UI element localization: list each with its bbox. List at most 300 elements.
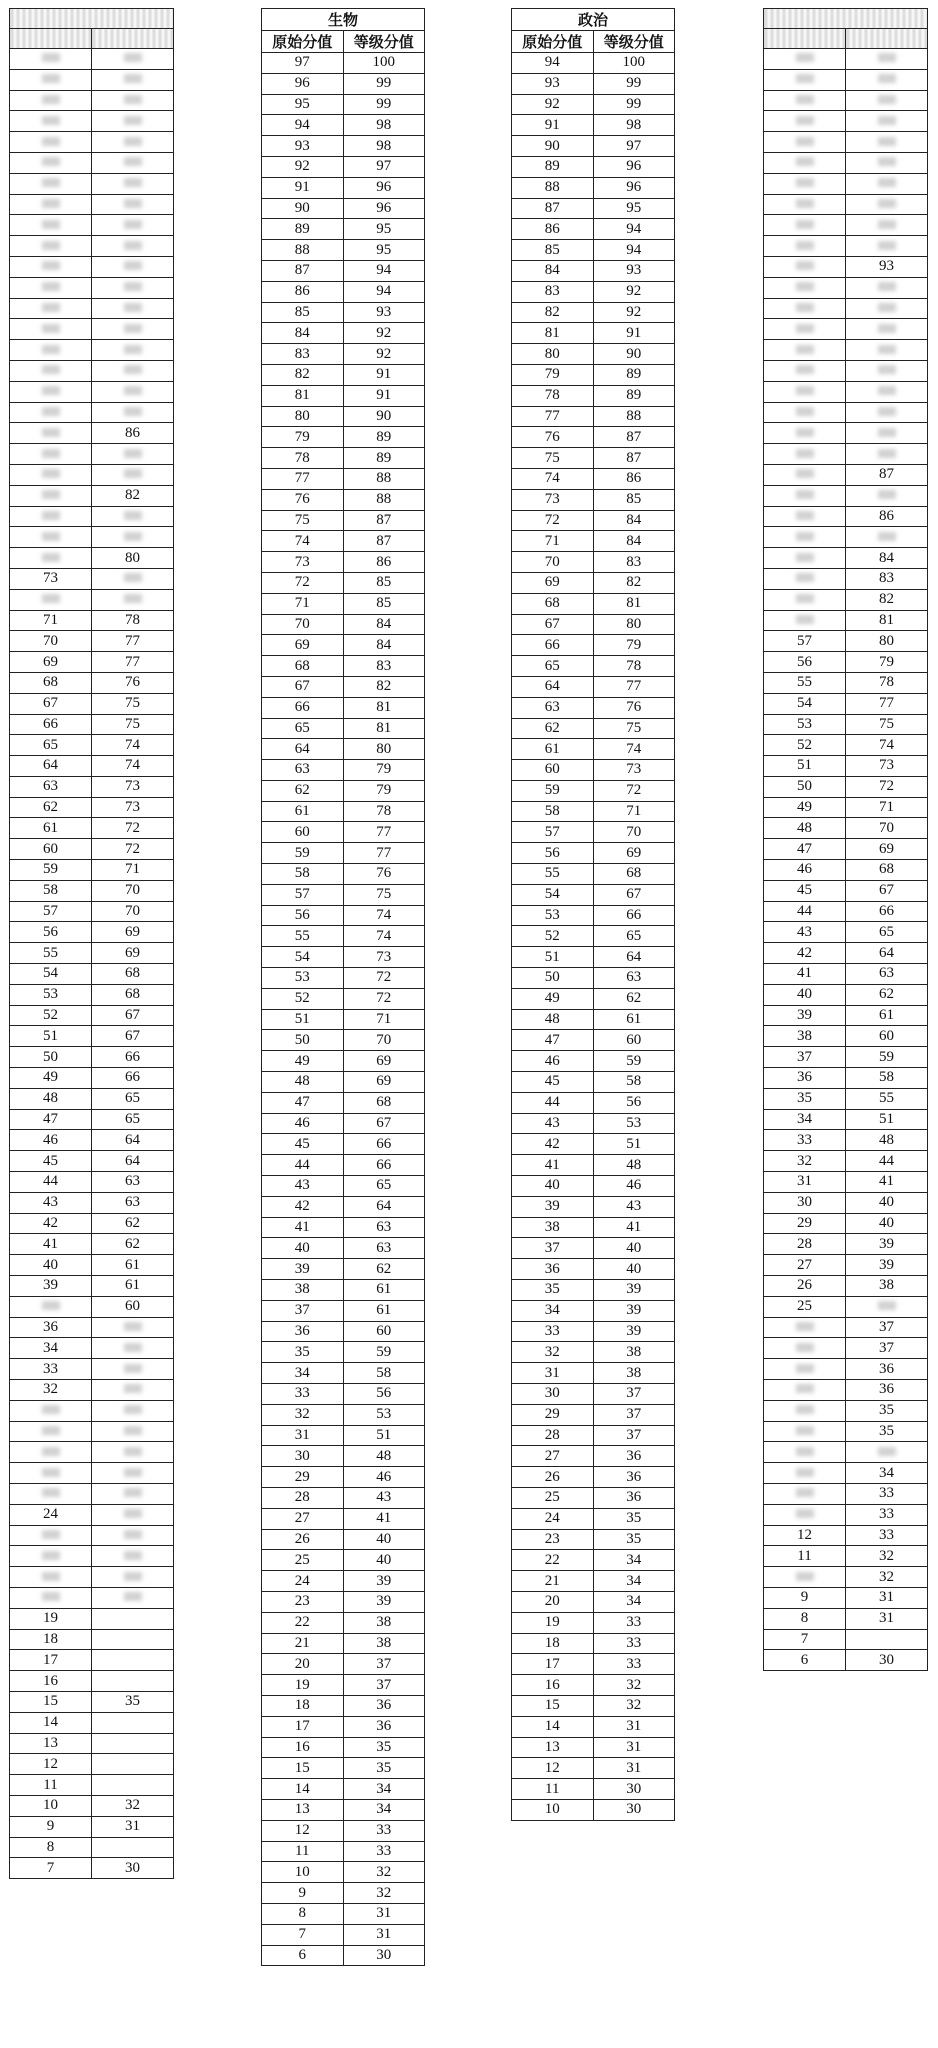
raw-score-cell: 39 [512, 1196, 594, 1217]
grade-score-cell: 91 [343, 385, 425, 406]
raw-score-cell: 25 [262, 1550, 344, 1571]
raw-score-cell [10, 256, 92, 277]
grade-score-cell: 35 [593, 1508, 675, 1529]
grade-score-cell: 31 [92, 1816, 174, 1837]
table-row [10, 1172, 174, 1193]
table-title [764, 9, 928, 29]
grade-score-cell: 63 [343, 1217, 425, 1238]
table-row [10, 1359, 174, 1380]
grade-score-cell: 37 [593, 1425, 675, 1446]
table-row [512, 281, 675, 302]
grade-score-cell: 76 [343, 864, 425, 885]
raw-score-cell: 43 [764, 922, 846, 943]
grade-score-cell: 37 [593, 1404, 675, 1425]
raw-score-cell: 62 [512, 718, 594, 739]
raw-score-cell: 16 [512, 1675, 594, 1696]
table-row [262, 1030, 425, 1051]
table-row [10, 1255, 174, 1276]
raw-score-cell: 52 [10, 1005, 92, 1026]
raw-score-cell [764, 194, 846, 215]
grade-score-cell: 77 [343, 843, 425, 864]
grade-score-cell: 65 [846, 922, 928, 943]
grade-score-cell: 62 [846, 984, 928, 1005]
table-row [764, 652, 928, 673]
raw-score-cell: 11 [10, 1775, 92, 1796]
raw-score-cell [10, 360, 92, 381]
raw-score-cell [764, 506, 846, 527]
grade-score-cell: 97 [343, 156, 425, 177]
table-row [262, 1196, 425, 1217]
table-row [262, 1820, 425, 1841]
table-row [262, 53, 425, 74]
table-row [512, 864, 675, 885]
table-row [262, 968, 425, 989]
table-row [10, 1296, 174, 1317]
grade-score-cell: 94 [343, 281, 425, 302]
grade-score-cell [846, 1629, 928, 1650]
grade-score-cell: 93 [846, 256, 928, 277]
grade-score-cell: 95 [593, 198, 675, 219]
grade-score-cell: 37 [593, 1384, 675, 1405]
grade-score-cell: 78 [343, 801, 425, 822]
table-row [262, 780, 425, 801]
grade-score-cell: 67 [92, 1026, 174, 1047]
raw-score-cell: 15 [512, 1695, 594, 1716]
grade-score-cell: 48 [846, 1130, 928, 1151]
table-row [512, 656, 675, 677]
grade-score-cell: 72 [846, 776, 928, 797]
grade-score-cell: 62 [92, 1234, 174, 1255]
raw-score-cell: 46 [262, 1113, 344, 1134]
raw-score-cell [10, 589, 92, 610]
table-row [764, 568, 928, 589]
table-row [764, 90, 928, 111]
grade-score-cell: 40 [343, 1550, 425, 1571]
table-row [512, 240, 675, 261]
table-row [262, 323, 425, 344]
grade-score-cell: 67 [92, 1005, 174, 1026]
raw-score-cell: 33 [764, 1130, 846, 1151]
table-row [512, 988, 675, 1009]
grade-score-cell: 67 [846, 880, 928, 901]
table-row [512, 406, 675, 427]
grade-score-cell: 60 [92, 1296, 174, 1317]
raw-score-cell: 75 [512, 448, 594, 469]
raw-score-cell: 47 [262, 1092, 344, 1113]
table-row [10, 506, 174, 527]
table-row [512, 905, 675, 926]
grade-score-cell: 34 [343, 1799, 425, 1820]
grade-score-cell: 99 [343, 73, 425, 94]
table-row [512, 1695, 675, 1716]
table-row [512, 1134, 675, 1155]
table-row [10, 1775, 174, 1796]
grade-score-cell: 82 [343, 676, 425, 697]
grade-score-cell: 35 [343, 1758, 425, 1779]
grade-score-cell [92, 464, 174, 485]
grade-score-cell: 39 [343, 1591, 425, 1612]
table-row [764, 1068, 928, 1089]
raw-score-cell: 56 [764, 652, 846, 673]
table-row [10, 173, 174, 194]
grade-score-cell: 90 [593, 344, 675, 365]
table-row [512, 156, 675, 177]
table-row [512, 260, 675, 281]
raw-score-cell: 91 [262, 177, 344, 198]
grade-score-cell: 35 [593, 1529, 675, 1550]
grade-score-cell: 84 [343, 635, 425, 656]
raw-score-cell: 17 [512, 1654, 594, 1675]
grade-score-cell: 82 [92, 485, 174, 506]
grade-score-cell: 33 [593, 1612, 675, 1633]
table-row [10, 1151, 174, 1172]
raw-score-cell [764, 215, 846, 236]
grade-score-cell [92, 1587, 174, 1608]
grade-score-cell: 66 [92, 1068, 174, 1089]
table-row [764, 340, 928, 361]
table-row [764, 818, 928, 839]
table-row [10, 652, 174, 673]
raw-score-cell: 89 [512, 156, 594, 177]
raw-score-cell: 11 [262, 1841, 344, 1862]
raw-score-cell: 43 [10, 1192, 92, 1213]
grade-score-cell: 64 [92, 1151, 174, 1172]
raw-score-cell: 10 [512, 1799, 594, 1820]
grade-score-cell: 87 [343, 531, 425, 552]
grade-score-cell: 31 [593, 1737, 675, 1758]
table-row [764, 548, 928, 569]
grade-score-cell: 71 [593, 801, 675, 822]
raw-score-cell [10, 1546, 92, 1567]
raw-score-cell: 44 [262, 1155, 344, 1176]
raw-score-cell: 72 [262, 572, 344, 593]
grade-score-cell: 33 [343, 1820, 425, 1841]
raw-score-cell: 63 [262, 760, 344, 781]
grade-score-cell: 75 [846, 714, 928, 735]
table-row [10, 360, 174, 381]
raw-score-cell: 45 [10, 1151, 92, 1172]
raw-score-cell: 70 [10, 631, 92, 652]
grade-score-cell: 38 [343, 1612, 425, 1633]
header-grade-score [92, 29, 174, 49]
raw-score-cell: 48 [512, 1009, 594, 1030]
table-row [10, 90, 174, 111]
raw-score-cell: 83 [262, 344, 344, 365]
grade-score-cell [92, 152, 174, 173]
table-row [512, 531, 675, 552]
raw-score-cell: 39 [262, 1259, 344, 1280]
table-row [512, 1155, 675, 1176]
table-row [764, 984, 928, 1005]
raw-score-cell: 20 [262, 1654, 344, 1675]
table-row [262, 884, 425, 905]
table-row [10, 152, 174, 173]
table-row [764, 1629, 928, 1650]
grade-score-cell: 84 [593, 531, 675, 552]
table-row [10, 1691, 174, 1712]
table-row [764, 256, 928, 277]
grade-score-cell: 36 [846, 1359, 928, 1380]
raw-score-cell: 52 [512, 926, 594, 947]
grade-score-cell: 35 [343, 1737, 425, 1758]
raw-score-cell: 27 [512, 1446, 594, 1467]
raw-score-cell: 88 [262, 240, 344, 261]
grade-score-cell [92, 1733, 174, 1754]
raw-score-cell: 25 [764, 1296, 846, 1317]
raw-score-cell: 69 [262, 635, 344, 656]
raw-score-cell [764, 69, 846, 90]
raw-score-cell [10, 527, 92, 548]
raw-score-cell: 78 [262, 448, 344, 469]
grade-score-cell: 55 [846, 1088, 928, 1109]
table-row [512, 926, 675, 947]
table-row [764, 464, 928, 485]
grade-score-cell: 96 [593, 156, 675, 177]
grade-score-cell: 40 [846, 1213, 928, 1234]
raw-score-cell [10, 1567, 92, 1588]
raw-score-cell: 30 [512, 1384, 594, 1405]
grade-score-cell: 31 [343, 1924, 425, 1945]
table-row [262, 94, 425, 115]
table-row [262, 281, 425, 302]
table-row [764, 964, 928, 985]
table-row [764, 901, 928, 922]
raw-score-cell [764, 90, 846, 111]
table-row [764, 880, 928, 901]
table-row [10, 839, 174, 860]
grade-score-cell: 87 [593, 448, 675, 469]
table-row [262, 697, 425, 718]
table-row [512, 1217, 675, 1238]
grade-score-cell [846, 173, 928, 194]
table-row [512, 1779, 675, 1800]
grade-score-cell: 86 [92, 423, 174, 444]
table-row [10, 1504, 174, 1525]
raw-score-cell: 59 [512, 780, 594, 801]
raw-score-cell: 43 [262, 1176, 344, 1197]
grade-score-cell: 34 [846, 1463, 928, 1484]
raw-score-cell: 81 [512, 323, 594, 344]
raw-score-cell: 51 [512, 947, 594, 968]
grade-score-cell: 77 [92, 652, 174, 673]
grade-score-cell: 32 [343, 1883, 425, 1904]
raw-score-cell: 64 [262, 739, 344, 760]
table-row [512, 614, 675, 635]
grade-score-cell: 95 [343, 219, 425, 240]
grade-score-cell: 60 [593, 1030, 675, 1051]
header-raw-score: 原始分值 [512, 31, 594, 53]
raw-score-cell [10, 194, 92, 215]
grade-score-cell: 36 [593, 1487, 675, 1508]
table-row [10, 797, 174, 818]
grade-score-cell: 81 [343, 718, 425, 739]
raw-score-cell [10, 236, 92, 257]
table-row [262, 344, 425, 365]
grade-score-cell [92, 49, 174, 70]
raw-score-cell: 9 [764, 1587, 846, 1608]
grade-score-cell: 92 [343, 344, 425, 365]
grade-score-cell: 84 [846, 548, 928, 569]
grade-score-cell [92, 1380, 174, 1401]
raw-score-cell: 63 [10, 776, 92, 797]
grade-score-cell: 73 [92, 776, 174, 797]
raw-score-cell: 38 [512, 1217, 594, 1238]
grade-score-cell: 96 [343, 198, 425, 219]
grade-score-cell: 60 [846, 1026, 928, 1047]
raw-score-cell [764, 340, 846, 361]
grade-score-cell: 92 [593, 281, 675, 302]
raw-score-cell: 86 [262, 281, 344, 302]
table-row [262, 1695, 425, 1716]
grade-score-cell: 98 [593, 115, 675, 136]
raw-score-cell: 16 [262, 1737, 344, 1758]
raw-score-cell: 58 [10, 880, 92, 901]
grade-score-cell: 46 [593, 1176, 675, 1197]
raw-score-cell: 74 [262, 531, 344, 552]
table-row [10, 277, 174, 298]
grade-score-cell: 73 [846, 756, 928, 777]
grade-score-cell [92, 1608, 174, 1629]
grade-score-cell [92, 1421, 174, 1442]
grade-score-cell: 65 [92, 1109, 174, 1130]
raw-score-cell: 39 [10, 1276, 92, 1297]
table-row [262, 156, 425, 177]
table-row [10, 402, 174, 423]
raw-score-cell: 27 [262, 1508, 344, 1529]
raw-score-cell: 23 [512, 1529, 594, 1550]
table-row [512, 1571, 675, 1592]
grade-score-cell [846, 319, 928, 340]
table-row [262, 1737, 425, 1758]
table-row [262, 593, 425, 614]
table-row [262, 1508, 425, 1529]
raw-score-cell: 61 [10, 818, 92, 839]
table-row [10, 610, 174, 631]
table-row [10, 1712, 174, 1733]
raw-score-cell [10, 1296, 92, 1317]
grade-score-cell [92, 1483, 174, 1504]
grade-score-cell: 71 [846, 797, 928, 818]
score-table-4 [763, 8, 928, 1671]
grade-score-cell: 31 [593, 1716, 675, 1737]
table-row [764, 298, 928, 319]
table-row [262, 1550, 425, 1571]
raw-score-cell: 82 [512, 302, 594, 323]
table-row [512, 94, 675, 115]
grade-score-cell [846, 236, 928, 257]
raw-score-cell: 70 [512, 552, 594, 573]
table-row [10, 756, 174, 777]
grade-score-cell: 74 [343, 926, 425, 947]
table-row [512, 1363, 675, 1384]
raw-score-cell: 57 [764, 631, 846, 652]
table-row [10, 298, 174, 319]
grade-score-cell: 61 [343, 1280, 425, 1301]
grade-score-cell: 32 [593, 1695, 675, 1716]
table-row [512, 1654, 675, 1675]
raw-score-cell: 19 [262, 1675, 344, 1696]
table-row [512, 552, 675, 573]
grade-score-cell: 43 [343, 1487, 425, 1508]
grade-score-cell: 30 [343, 1945, 425, 1966]
table-row [10, 1130, 174, 1151]
grade-score-cell: 86 [846, 506, 928, 527]
grade-score-cell: 36 [343, 1716, 425, 1737]
grade-score-cell [92, 90, 174, 111]
grade-score-cell: 98 [343, 115, 425, 136]
grade-score-cell [92, 194, 174, 215]
raw-score-cell: 32 [764, 1151, 846, 1172]
table-row [262, 801, 425, 822]
table-row [262, 718, 425, 739]
grade-score-cell: 79 [846, 652, 928, 673]
raw-score-cell: 85 [512, 240, 594, 261]
table-row [10, 1213, 174, 1234]
grade-score-cell: 95 [343, 240, 425, 261]
raw-score-cell: 28 [512, 1425, 594, 1446]
raw-score-cell: 29 [764, 1213, 846, 1234]
grade-score-cell: 32 [846, 1546, 928, 1567]
raw-score-cell: 29 [512, 1404, 594, 1425]
raw-score-cell: 84 [262, 323, 344, 344]
raw-score-cell: 66 [512, 635, 594, 656]
raw-score-cell [764, 381, 846, 402]
grade-score-cell: 83 [343, 656, 425, 677]
raw-score-cell: 79 [262, 427, 344, 448]
table-row [262, 489, 425, 510]
raw-score-cell: 73 [512, 489, 594, 510]
score-table-politics [511, 8, 675, 1821]
table-row [10, 1047, 174, 1068]
table-row [262, 1529, 425, 1550]
table-row [262, 198, 425, 219]
table-row [10, 1587, 174, 1608]
raw-score-cell [764, 1359, 846, 1380]
score-table-1 [9, 8, 174, 1879]
raw-score-cell: 6 [764, 1650, 846, 1671]
grade-score-cell: 88 [593, 406, 675, 427]
table-row [262, 385, 425, 406]
table-row [262, 1176, 425, 1197]
table-row [764, 922, 928, 943]
grade-score-cell: 63 [343, 1238, 425, 1259]
grade-score-cell: 75 [593, 718, 675, 739]
grade-score-cell: 83 [593, 552, 675, 573]
grade-score-cell: 80 [92, 548, 174, 569]
raw-score-cell: 45 [764, 880, 846, 901]
grade-score-cell [92, 111, 174, 132]
table-row [764, 1463, 928, 1484]
raw-score-cell: 97 [262, 53, 344, 74]
raw-score-cell: 49 [512, 988, 594, 1009]
table-row [262, 1446, 425, 1467]
raw-score-cell: 68 [262, 656, 344, 677]
raw-score-cell: 48 [10, 1088, 92, 1109]
raw-score-cell: 56 [10, 922, 92, 943]
grade-score-cell: 65 [92, 1088, 174, 1109]
raw-score-cell: 24 [512, 1508, 594, 1529]
raw-score-cell: 35 [512, 1280, 594, 1301]
grade-score-cell [92, 1650, 174, 1671]
grade-score-cell: 69 [92, 943, 174, 964]
raw-score-cell: 93 [512, 73, 594, 94]
grade-score-cell: 81 [343, 697, 425, 718]
grade-score-cell: 99 [593, 94, 675, 115]
grade-score-cell: 78 [593, 656, 675, 677]
raw-score-cell [764, 152, 846, 173]
grade-score-cell: 53 [593, 1113, 675, 1134]
table-row [10, 964, 174, 985]
